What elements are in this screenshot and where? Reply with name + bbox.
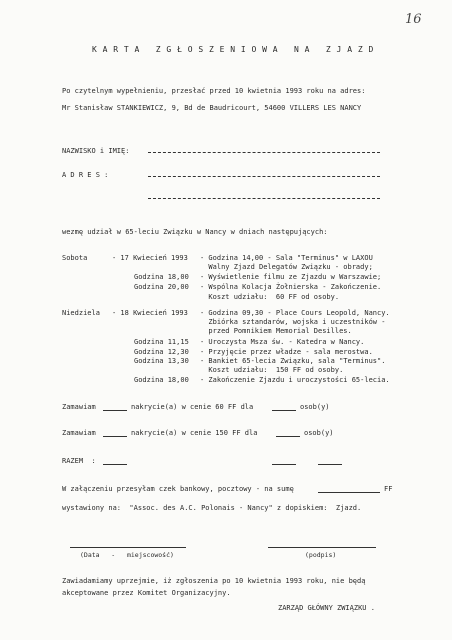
intro-line-2: Mr Stanisław STANKIEWICZ, 9, Bd de Baudricourt, 54600 VILLERS LES NANCY [62,104,362,112]
saturday-date: - 17 Kwiecień 1993 [112,254,188,262]
address-field-line-2[interactable] [148,198,380,199]
payment-amount-field[interactable] [318,492,380,493]
order-row-2-text: nakrycie(a) w cenie 150 FF dla [131,429,258,437]
payment-line-1: W załączeniu przesyłam czek bankowy, pocztowy - na sumę [62,485,294,493]
notice-line-2: akceptowane przez Komitet Organizacyjny. [62,589,231,597]
name-label: NAZWISKO i IMIĘ: [62,147,130,155]
total-label: RAZEM : [62,457,96,465]
sunday-event-time: Godzina 18,00 [134,376,189,384]
name-field[interactable] [148,152,380,153]
sunday-event-time: Godzina 11,15 [134,338,189,346]
sunday-event-text: Koszt udziału: 150 FF od osoby. [200,366,344,374]
signature-label: (podpis) [305,551,337,559]
total-amount-field[interactable] [318,464,342,465]
total-persons-field[interactable] [272,464,296,465]
sunday-event-time: Godzina 12,30 [134,348,189,356]
sunday-event-text: - Uroczysta Msza św. - Katedra w Nancy. [200,338,365,346]
saturday-event-text: Walny Zjazd Delegatów Związku - obrady; [200,263,373,271]
signature-field[interactable] [268,547,376,548]
sunday-event-time: Godzina 13,30 [134,357,189,365]
saturday-event-time: Godzina 20,00 [134,283,189,291]
payment-currency: FF [384,485,393,493]
order-row-2-persons-field[interactable] [276,436,300,437]
address-label: A D R E S : [62,171,109,179]
sunday-event-text: Zbiórka sztandarów, wojska i uczestników - [200,318,386,326]
form-title: K A R T A Z G Ł O S Z E N I O W A N A Z J A Z D [92,45,374,54]
order-row-2-qty-field[interactable] [103,436,127,437]
saturday-event-text: - Godzina 14,00 - Sala "Terminus" w LAXOU [200,254,373,262]
sunday-event-text: - Przyjęcie przez władze - sala merostwa. [200,348,373,356]
footer-signature: ZARZĄD GŁÓWNY ZWIĄZKU . [278,604,375,612]
intro-line-1: Po czytelnym wypełnieniu, przesłać przed 10 kwietnia 1993 roku na adres: [62,87,366,95]
sunday-event-text: - Bankiet 65-lecia Związku, sala "Terminus". [200,357,386,365]
order-row-1-persons-field[interactable] [272,410,296,411]
order-row-1-unit: osob(y) [300,403,330,411]
sunday-event-text: przed Pomnikiem Memorial Desilles. [200,327,352,335]
payment-line-2: wystawiony na: "Assoc. des A.C. Polonais - Nancy" z dopiskiem: Zjazd. [62,504,362,512]
order-row-1-qty-field[interactable] [103,410,127,411]
saturday-day: Sobota [62,254,88,262]
saturday-event-text: - Wspólna Kolacja Żołnierska - Zakończenie. [200,283,382,291]
order-row-1-label: Zamawiam [62,403,96,411]
date-place-label: (Data - miejscowość) [80,551,174,559]
saturday-event-text: - Wyświetlenie filmu ze Zjazdu w Warszawie; [200,273,382,281]
sunday-event-text: - Godzina 09,30 - Place Cours Leopold, Nancy. [200,309,390,317]
address-field-line-1[interactable] [148,176,380,177]
participation-text: wezmę udział w 65-leciu Związku w Nancy w dniach następujących: [62,228,328,236]
notice-line-1: Zawiadamiamy uprzejmie, iż zgłoszenia po 10 kwietnia 1993 roku, nie będą [62,577,366,585]
page-number: 16 [405,12,422,27]
order-row-1-text: nakrycie(a) w cenie 60 FF dla [131,403,254,411]
saturday-event-text: Koszt udziału: 60 FF od osoby. [200,293,340,301]
order-row-2-unit: osob(y) [304,429,334,437]
order-row-2-label: Zamawiam [62,429,96,437]
sunday-day: Niedziela [62,309,100,317]
date-place-field[interactable] [70,547,186,548]
saturday-event-time: Godzina 18,00 [134,273,189,281]
total-qty-field[interactable] [103,464,127,465]
sunday-date: - 18 Kwiecień 1993 [112,309,188,317]
sunday-event-text: - Zakończenie Zjazdu i uroczystości 65-lecia. [200,376,390,384]
